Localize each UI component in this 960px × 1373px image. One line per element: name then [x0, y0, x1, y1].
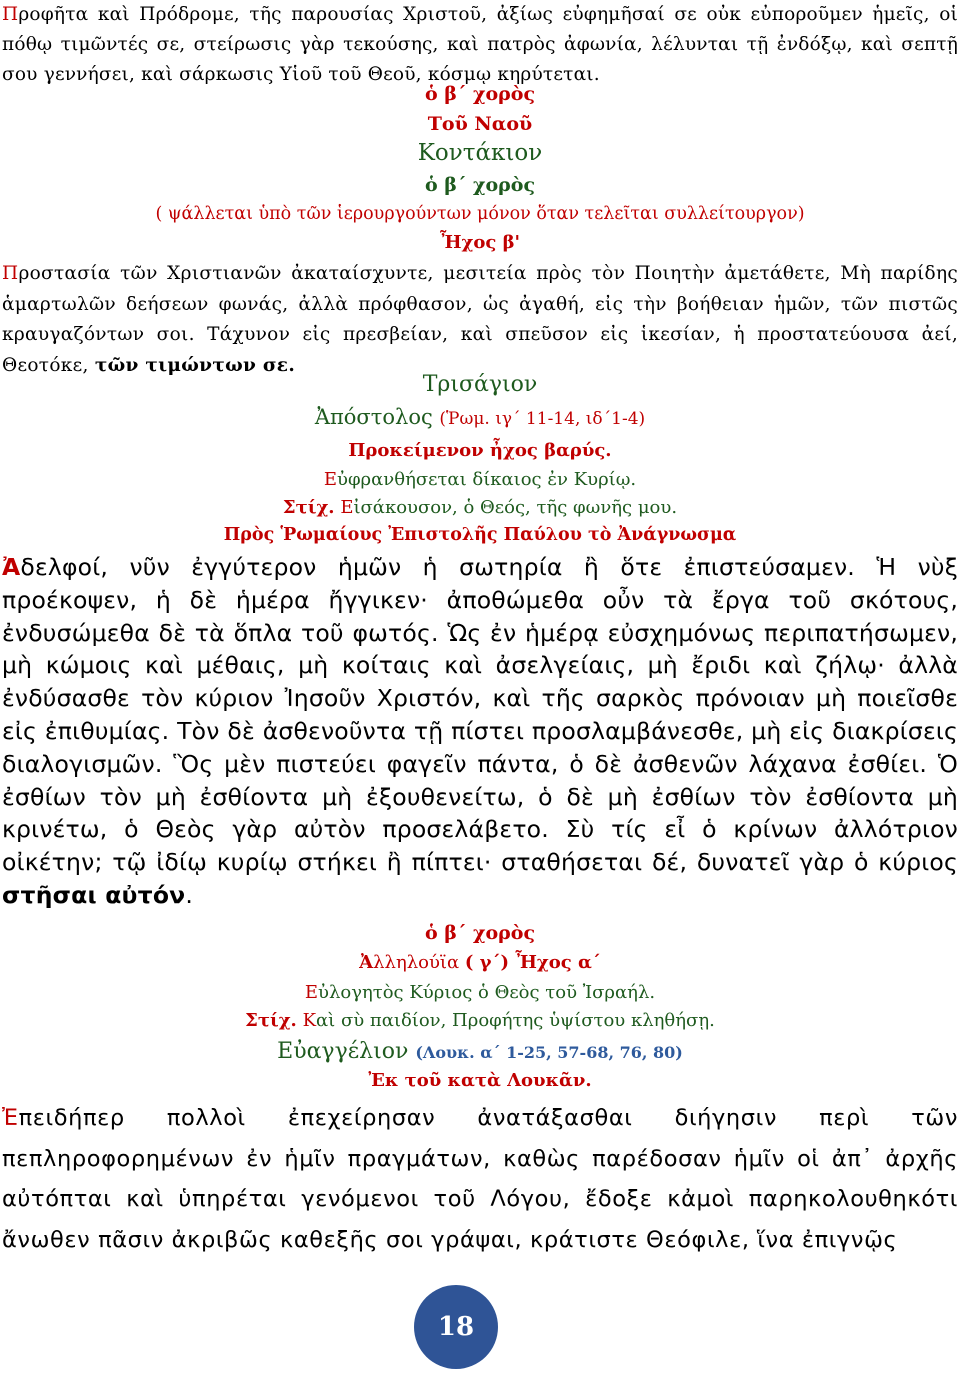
- stichos-verse-1: [0, 497, 960, 518]
- gospel-body: πειδήπερ πολλοὶ ἐπεχείρησαν ἀνατάξασθαι διήγησιν περὶ τῶν πεπληροφορημένων ἐν ἡμῖν πραγμάτων, καθὼς παρέδοσαν ἡμῖν οἱ ἀπ᾿ ἀρχῆς αὐτόπται καὶ ὑπηρέται γενόμενοι τοῦ Λόγου, ἔδοξε κἀμοὶ παρηκολουθηκότι ἄνωθεν πᾶσιν ἀκριβῶς καθεξῆς σοι γράψαι, κράτιστε Θεόφιλε, ἵνα ἐπιγνῷς: [2, 1105, 958, 1253]
- alleluia-verse-initial: Ε: [304, 982, 319, 1003]
- alleluia-initial: Ἀ: [359, 952, 374, 973]
- prokeimenon-verse: [0, 469, 960, 490]
- intro-initial: Π: [2, 4, 19, 25]
- epistle-text: [2, 551, 958, 912]
- kontakion-initial: Π: [2, 263, 19, 284]
- stichos-text-2: αὶ σὺ παιδίον, Προφήτης ὑψίστου κληθήσῃ.: [316, 1010, 715, 1031]
- alleluia-verse-text: ὐλογητὸς Κύριος ὁ Θεὸς τοῦ Ἰσραήλ.: [318, 982, 656, 1003]
- epistle-ending: στῆσαι αὐτόν: [2, 880, 186, 909]
- epistle-initial: Ἀ: [2, 553, 21, 581]
- apostolos-reference: (Ῥωμ. ιγ΄ 11-14, ιδ΄1-4): [439, 409, 646, 429]
- intro-paragraph: [2, 0, 958, 90]
- stichos-verse-2: [0, 1010, 960, 1031]
- choir-heading-1: ὁ β΄ χορὸς: [424, 83, 536, 105]
- trisagion-heading: Τρισάγιον: [422, 372, 538, 397]
- rubric-note: ( ψάλλεται ὑπὸ τῶν ἱερουργούντων μόνον ὅταν τελεῖται συλλείτουργον): [155, 204, 805, 224]
- echos-b-heading: Ἦχος β': [439, 232, 521, 253]
- epistle-end-mark: .: [185, 880, 194, 909]
- prokeimenon-heading: Προκείμενον ἦχος βαρύς.: [348, 440, 612, 461]
- epistle-body: δελφοί, νῦν ἐγγύτερον ἡμῶν ἡ σωτηρία ἢ ὅτε ἐπιστεύσαμεν. Ἡ νὺξ προέκοψεν, ἡ δὲ ἡμέρα ἤγγικεν· ἀποθώμεθα οὖν τὰ ἔργα τοῦ σκότους, ἐνδυσώμεθα δὲ τὰ ὅπλα τοῦ φωτός. Ὡς ἐν ἡμέρᾳ εὐσχημόνως περιπατήσωμεν, μὴ κώμοις καὶ μέθαις, μὴ κοίταις καὶ ἀσελγείαις, μὴ ἔριδι καὶ ζήλῳ· ἀλλὰ ἐνδύσασθε τὸν κύριον Ἰησοῦν Χριστόν, καὶ τῆς σαρκὸς πρόνοιαν μὴ ποιεῖσθε εἰς ἐπιθυμίας. Τὸν δὲ ἀσθενοῦντα τῇ πίστει προσλαμβάνεσθε, μὴ εἰς διακρίσεις διαλογισμῶν. Ὃς μὲν πιστεύει φαγεῖν πάντα, ὁ δὲ ἀσθενῶν λάχανα ἐσθίει. Ὁ ἐσθίων τὸν μὴ ἐσθίοντα μὴ ἐξουθενείτω, ὁ δὲ μὴ ἐσθίων τὸν ἐσθίοντα μὴ κρινέτω, ὁ Θεὸς γὰρ αὐτὸν προσελάβετο. Σὺ τίς εἶ ὁ κρίνων ἀλλότριον οἰκέτην; τῷ ἰδίῳ κυρίῳ στήκει ἢ πίπτει· σταθήσεται δέ, δυνατεῖ γὰρ ὁ κύριος: [2, 553, 958, 877]
- stichos-text-1: ἰσάκουσον, ὁ Θεός, τῆς φωνῆς μου.: [353, 497, 678, 518]
- kontakion-text: [2, 259, 958, 381]
- prokeimenon-text: ὐφρανθήσεται δίκαιος ἐν Κυρίῳ.: [337, 469, 637, 490]
- stichos-initial-1: Ε: [340, 497, 354, 518]
- stichos-label-1: Στίχ.: [282, 497, 335, 518]
- alleluia-verse: [0, 982, 960, 1003]
- choir-heading-2: ὁ β΄ χορὸς: [424, 174, 536, 196]
- gospel-initial: Ἐ: [2, 1105, 19, 1131]
- apostolos-label: Ἀπόστολος: [314, 405, 433, 429]
- intro-text: ροφῆτα καὶ Πρόδρομε, τῆς παρουσίας Χριστοῦ, ἀξίως εὐφημῆσαί σε οὐκ εὐποροῦμεν ἡμεῖς, οἱ πόθῳ τιμῶντές σε, στείρωσις γὰρ τεκούσης, καὶ πατρὸς ἀφωνία, λέλυνται τῇ ἐνδόξῳ, καὶ σεπτῇ σου γεννήσει, καὶ σάρκωσις Υἱοῦ τοῦ Θεοῦ, κόσμῳ κηρύτεται.: [2, 4, 958, 85]
- choir-heading-3: ὁ β΄ χορὸς: [424, 922, 536, 944]
- apostolos-heading: [0, 405, 960, 429]
- prokeimenon-initial: Ε: [323, 469, 338, 490]
- evangelion-reference: (Λουκ. α΄ 1-25, 57-68, 76, 80): [415, 1043, 683, 1062]
- ek-tou-heading: Ἐκ τοῦ κατὰ Λουκᾶν.: [368, 1070, 592, 1091]
- page-number-badge: 18: [414, 1285, 498, 1369]
- evangelion-label: Εὐαγγέλιον: [277, 1039, 409, 1064]
- alleluia-echos: ( γ΄) Ἦχος α΄: [464, 952, 601, 973]
- evangelion-heading: [0, 1039, 960, 1064]
- epistle-title: Πρὸς Ῥωμαίους Ἐπιστολῆς Παύλου τὸ Ἀνάγνωσμα: [223, 525, 737, 545]
- alleluia-heading: [0, 952, 960, 973]
- kontakion-ending: τῶν τιμώντων σε.: [94, 354, 296, 376]
- tou-naou-heading: Τοῦ Ναοῦ: [427, 113, 533, 135]
- kontakion-heading: Κοντάκιον: [417, 140, 543, 166]
- stichos-initial-2: Κ: [302, 1010, 317, 1031]
- alleluia-word: λληλούϊα: [373, 952, 460, 973]
- stichos-label-2: Στίχ.: [245, 1010, 297, 1031]
- gospel-text: [2, 1098, 958, 1260]
- kontakion-body: ροστασία τῶν Χριστιανῶν ἀκαταίσχυντε, μεσιτεία πρὸς τὸν Ποιητὴν ἀμετάθετε, Μὴ παρίδης ἁμαρτωλῶν δεήσεων φωνάς, ἀλλὰ πρόφθασον, ὡς ἀγαθή, εἰς τὴν βοήθειαν ἡμῶν, τῶν πιστῶς κραυγαζόντων σοι. Τάχυνον εἰς πρεσβείαν, καὶ σπεῦσον εἰς ἱκεσίαν, ἡ προστατεύουσα ἀεί, Θεοτόκε,: [2, 263, 958, 376]
